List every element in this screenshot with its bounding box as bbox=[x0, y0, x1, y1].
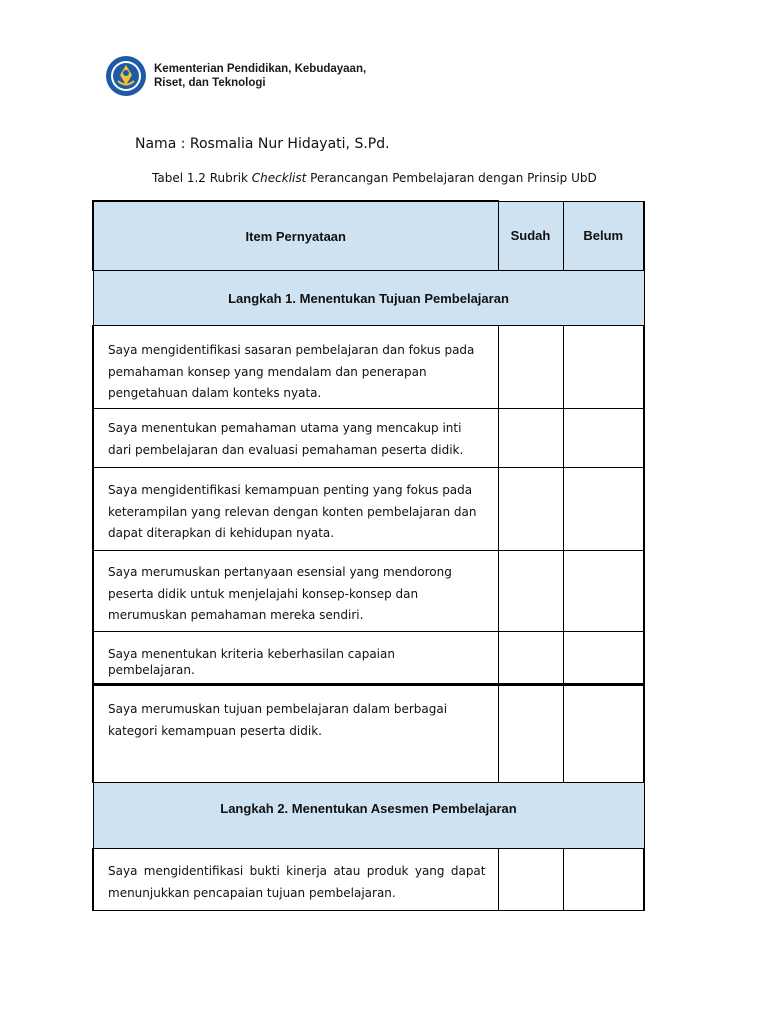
checkbox-not-done[interactable] bbox=[563, 632, 644, 685]
checkbox-done[interactable] bbox=[498, 409, 563, 468]
checkbox-not-done[interactable] bbox=[563, 409, 644, 468]
ministry-name bbox=[154, 62, 366, 91]
table-row bbox=[93, 685, 644, 783]
ministry-header bbox=[105, 55, 366, 97]
checkbox-not-done[interactable] bbox=[563, 551, 644, 632]
checkbox-not-done[interactable] bbox=[563, 685, 644, 783]
step-row bbox=[93, 271, 644, 326]
checkbox-not-done[interactable] bbox=[563, 468, 644, 551]
step-2-title: Langkah 2. Menentukan Asesmen Pembelajaran bbox=[93, 783, 644, 849]
name-line: Nama : Rosmalia Nur Hidayati, S.Pd. bbox=[135, 136, 390, 152]
item-text: Saya mengidentifikasi sasaran pembelajaran dan fokus pada pemahaman konsep yang mendalam dan penerapan pengetahuan dalam konteks nyata. bbox=[93, 326, 498, 409]
header-not-done: Belum bbox=[563, 201, 644, 271]
tut-wuri-handayani-logo bbox=[105, 55, 147, 97]
caption-italic: Checklist bbox=[251, 171, 307, 185]
item-text: Saya mengidentifikasi kemampuan penting yang fokus pada keterampilan yang relevan dengan konten pembelajaran dan dapat diterapkan di kehidupan nyata. bbox=[93, 468, 498, 551]
caption-suffix: Perancangan Pembelajaran dengan Prinsip UbD bbox=[306, 171, 597, 185]
table-caption bbox=[152, 171, 597, 185]
step-row bbox=[93, 783, 644, 849]
table-header-row bbox=[93, 201, 644, 271]
checkbox-done[interactable] bbox=[498, 551, 563, 632]
item-text: Saya menentukan kriteria keberhasilan capaian pembelajaran. bbox=[93, 632, 498, 685]
table-row bbox=[93, 551, 644, 632]
checkbox-done[interactable] bbox=[498, 468, 563, 551]
item-text: Saya merumuskan tujuan pembelajaran dalam berbagai kategori kemampuan peserta didik. bbox=[93, 685, 498, 783]
table-row bbox=[93, 632, 644, 685]
header-item-statement: Item Pernyataan bbox=[93, 201, 498, 271]
ministry-name-line2: Riset, dan Teknologi bbox=[154, 77, 266, 89]
item-text: Saya mengidentifikasi bukti kinerja atau produk yang dapat menunjukkan pencapaian tujuan pembelajaran. bbox=[93, 849, 498, 911]
caption-prefix: Tabel 1.2 Rubrik bbox=[152, 171, 252, 185]
rubric-table bbox=[92, 200, 645, 911]
table-row bbox=[93, 326, 644, 409]
checkbox-done[interactable] bbox=[498, 632, 563, 685]
table-row bbox=[93, 409, 644, 468]
checkbox-done[interactable] bbox=[498, 326, 563, 409]
checkbox-not-done[interactable] bbox=[563, 326, 644, 409]
table-row bbox=[93, 468, 644, 551]
checkbox-done[interactable] bbox=[498, 849, 563, 911]
ministry-name-line1: Kementerian Pendidikan, Kebudayaan, bbox=[154, 62, 367, 75]
checkbox-done[interactable] bbox=[498, 685, 563, 783]
item-text: Saya merumuskan pertanyaan esensial yang mendorong peserta didik untuk menjelajahi konsep-konsep dan merumuskan pemahaman mereka sendiri. bbox=[93, 551, 498, 632]
header-done: Sudah bbox=[498, 201, 563, 271]
item-text: Saya menentukan pemahaman utama yang mencakup inti dari pembelajaran dan evaluasi pemahaman peserta didik. bbox=[93, 409, 498, 468]
step-1-title: Langkah 1. Menentukan Tujuan Pembelajaran bbox=[93, 271, 644, 326]
checkbox-not-done[interactable] bbox=[563, 849, 644, 911]
table-row bbox=[93, 849, 644, 911]
